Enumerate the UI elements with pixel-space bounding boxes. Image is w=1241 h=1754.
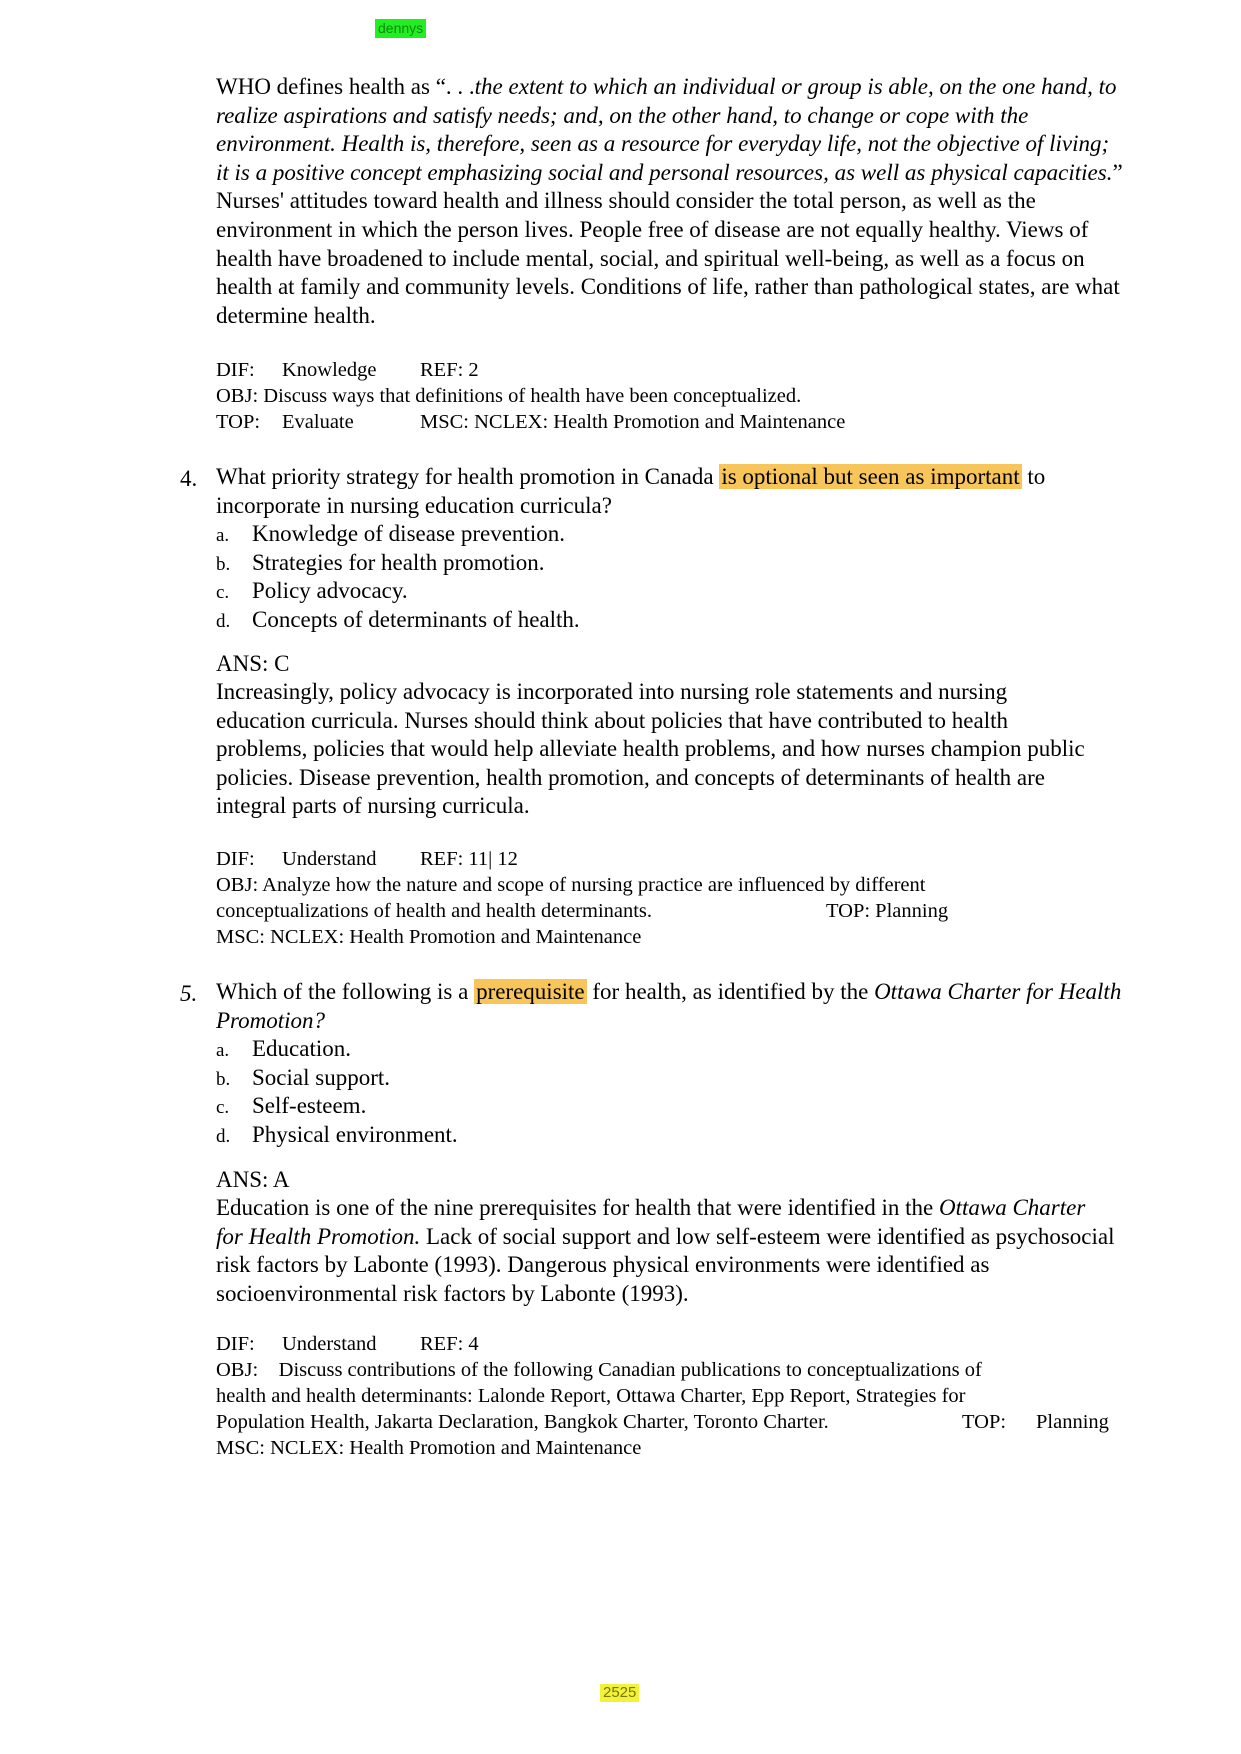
option-item [216,1064,458,1093]
intro-paragraph [216,73,1126,330]
q4-meta-obj-2: conceptualizations of health and health determinants. [216,900,653,922]
rationale-italic: Ottawa Charter for Health Promotion. [216,1195,1086,1249]
option-item [216,549,580,578]
dif-value: Understand [282,1333,377,1355]
rationale-paragraph: Increasingly, policy advocacy is incorporated into nursing role statements and nursing education curricula. Nurses should think about policies that have contributed to health problems, policies that would help alleviate health problems, and how nurses champion public policies. Disease prevention, health promotion, and concepts of determinants of health are integral parts of nursing curricula. [216,679,1085,819]
q4-meta-dif [216,846,518,872]
stem-italic: Ottawa Charter for Health Promotion? [216,979,1122,1033]
q5-meta-msc: MSC: NCLEX: Health Promotion and Maintenance [216,1437,642,1459]
option-item [216,577,580,606]
option-text: Knowledge of disease prevention. [252,521,565,546]
option-letter: c. [216,1097,230,1119]
option-letter: a. [216,525,230,546]
option-item [216,1121,458,1150]
ref-value: REF: 2 [420,359,479,381]
q4-meta-obj-1: OBJ: Analyze how the nature and scope of nursing practice are influenced by different [216,874,926,896]
intro-meta-obj: OBJ: Discuss ways that definitions of health have been conceptualized. [216,385,802,407]
intro-meta-dif [216,357,479,383]
question-number: 5. [180,981,198,1006]
option-letter: d. [216,610,231,632]
question-stem [216,463,1126,520]
header-tag: dennys [375,19,426,38]
option-item [216,1092,458,1121]
option-letter: d. [216,1125,231,1147]
ref-value: REF: 11| 12 [420,848,518,870]
intro-meta-top [216,409,845,435]
option-text: Policy advocacy. [252,578,408,604]
top-value: Evaluate [282,411,354,433]
answer-line: ANS: A [216,1167,290,1192]
option-text: Social support. [252,1064,390,1090]
option-text: Concepts of determinants of health. [252,606,580,632]
stem-highlight: prerequisite [476,979,585,1004]
option-text: Self-esteem. [252,1093,367,1119]
page-number: 2525 [600,1684,639,1702]
q5-meta-obj-1: OBJ: Discuss contributions of the following Canadian publications to conceptualizations of [216,1359,982,1381]
rationale-text: Education is one of the nine prerequisites for health that were identified in the [216,1195,939,1220]
option-item [216,1035,458,1064]
q5-meta-top [962,1409,1109,1435]
option-letter: a. [216,1040,230,1061]
option-letter: b. [216,1068,231,1090]
stem-text-end: to incorporate in nursing education curricula? [216,464,1046,518]
option-text: Strategies for health promotion. [252,549,545,575]
top-value: Planning [1036,1411,1109,1433]
intro-lead: WHO defines health as “. . . [216,74,475,99]
option-letter: b. [216,553,231,575]
option-item [216,520,580,549]
ref-value: REF: 4 [420,1333,479,1355]
option-item [216,606,580,635]
msc-value: MSC: NCLEX: Health Promotion and Maintenance [420,411,846,433]
dif-value: Knowledge [282,359,377,381]
rationale-paragraph [216,1194,1116,1308]
top-label: TOP: [216,411,261,433]
question-number: 4. [180,466,198,491]
intro-rest: ” Nurses' attitudes toward health and illness should consider the total person, as well as the environment in which the person lives. People free of disease are not equally healthy. Views of health have broadened to include mental, social, and spiritual well-being, as well as a focus on health at family and community levels. Conditions of life, rather than pathological states, are what determine health. [216,159,1123,328]
q5-meta-obj-2: health and health determinants: Lalonde Report, Ottawa Charter, Epp Report, Strategies for [216,1385,966,1407]
dif-value: Understand [282,848,377,870]
answer-line: ANS: C [216,651,290,676]
dif-label: DIF: [216,848,255,870]
option-text: Education. [252,1036,351,1061]
intro-quote: the extent to which an individual or group is able, on the one hand, to realize aspirations and satisfy needs; and, on the other hand, to change or cope with the environment. Health is, therefore, seen as a resource for everyday life, not the objective of living; it is a positive concept emphasizing social and personal resources, as well as physical capacities. [216,74,1117,185]
option-letter: c. [216,582,230,604]
dif-label: DIF: [216,1333,255,1355]
dif-label: DIF: [216,359,255,381]
stem-highlight: is optional but seen as important [721,464,1020,489]
question-stem [216,978,1126,1035]
q4-meta-msc: MSC: NCLEX: Health Promotion and Maintenance [216,926,642,948]
option-list [216,520,580,634]
option-text: Physical environment. [252,1121,458,1147]
q4-meta-top: TOP: Planning [826,900,949,922]
top-label: TOP: [962,1411,1007,1433]
q5-meta-obj-3: Population Health, Jakarta Declaration, Bangkok Charter, Toronto Charter. [216,1411,829,1433]
rationale-text-end: Lack of social support and low self-esteem were identified as psychosocial risk factors by Labonte (1993). Dangerous physical environments were identified as socioenvironmental risk factors by Labonte (1993). [216,1223,1115,1306]
stem-text: Which of the following is a [216,979,475,1004]
stem-text-mid: for health, as identified by the [586,979,875,1004]
option-list [216,1035,458,1149]
stem-text: What priority strategy for health promotion in Canada [216,464,720,489]
q5-meta-dif [216,1331,479,1357]
